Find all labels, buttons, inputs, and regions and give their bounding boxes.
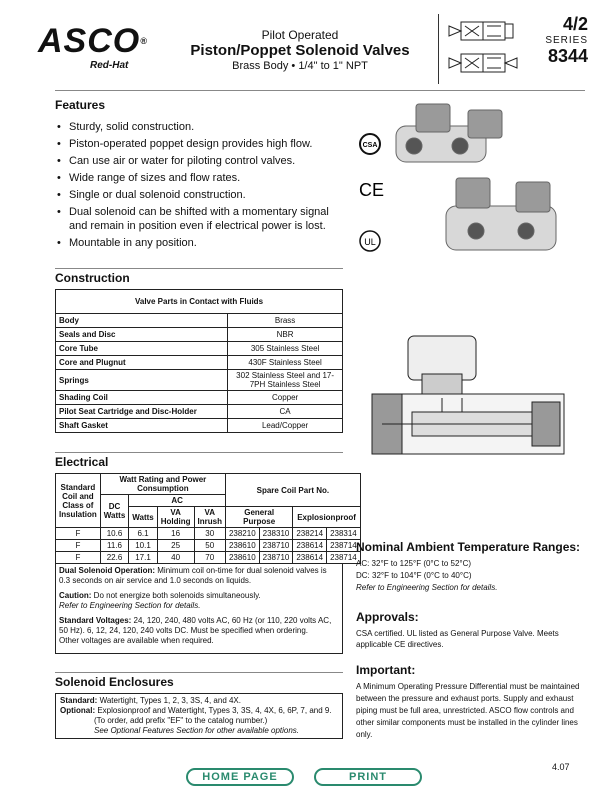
important-section	[356, 663, 581, 741]
table-row: Core Tube 305 Stainless Steel	[56, 342, 343, 356]
ce-mark: CE	[359, 180, 385, 200]
red-hat-label: Red-Hat	[90, 60, 129, 71]
col-header: Standard Coil and Class of Insulation	[56, 474, 101, 528]
ul-mark	[360, 231, 380, 251]
list-item: • Wide range of sizes and flow rates.	[55, 171, 345, 185]
list-item: • Sturdy, solid construction.	[55, 120, 345, 134]
approvals-section	[356, 610, 581, 650]
list-item: • Piston-operated poppet design provides high flow.	[55, 137, 345, 151]
table-row: Pilot Seat Cartridge and Disc-Holder CA	[56, 405, 343, 419]
construction-heading: Construction	[55, 271, 130, 285]
svg-text:CSA: CSA	[362, 142, 378, 149]
valve-photo-upper	[396, 104, 502, 162]
col-header: VA Holding	[157, 507, 194, 528]
table-row: Core and Plugnut 430F Stainless Steel	[56, 356, 343, 370]
table-row: Shading Coil Copper	[56, 391, 343, 405]
page-title: Piston/Poppet Solenoid Valves	[190, 42, 410, 59]
col-header: Explosionproof	[293, 507, 360, 528]
print-button[interactable]: PRINT	[314, 768, 422, 786]
important-heading: Important:	[356, 663, 416, 677]
header-divider	[55, 90, 585, 91]
temp-ac: AC: 32°F to 125°F (0°C to 52°C)	[356, 559, 472, 568]
series-block	[538, 14, 588, 67]
col-header: VA Inrush	[194, 507, 225, 528]
logo-text: ASCO	[38, 22, 141, 60]
table-title: Valve Parts in Contact with Fluids	[56, 290, 343, 314]
electrical-heading: Electrical	[55, 455, 109, 469]
table-row: Seals and Disc NBR	[56, 328, 343, 342]
electrical-notes: Dual Solenoid Operation: Minimum coil on-time for dual solenoid valves is 0.3 seconds on air service and 1.0 seconds on liquids. Caution: Do not energize both solenoids simultaneously. Refer to Engineering Section for details. Standard Voltages: 24, 120, 240, 480 volts AC, 60 Hz (or 110, 220 volts AC, 50 Hz). 6, 12, 24, 120, 240 volts DC. Must be specified when ordering. Other voltages are available when required.	[55, 564, 343, 654]
section-divider	[55, 268, 343, 269]
temps-heading: Nominal Ambient Temperature Ranges:	[356, 540, 581, 554]
asco-logo: ASCO® Red-Hat	[38, 24, 156, 80]
col-header: Watt Rating and Power Consumption	[100, 474, 225, 495]
table-row: F 11.6 10.1 25 50 238610 238710 238614 238714	[56, 540, 361, 552]
enclosures-section	[55, 672, 343, 739]
sectional-drawing	[352, 334, 584, 462]
table-row: Shaft Gasket Lead/Copper	[56, 419, 343, 433]
features-list	[55, 120, 345, 250]
home-page-button[interactable]: HOME PAGE	[186, 768, 294, 786]
title-block	[190, 28, 410, 72]
construction-section	[55, 268, 343, 433]
col-header: DC Watts	[100, 495, 128, 528]
svg-text:UL: UL	[364, 237, 376, 247]
features-heading: Features	[55, 98, 106, 112]
table-row: Springs 302 Stainless Steel and 17-7PH Stainless Steel	[56, 370, 343, 391]
section-divider	[55, 672, 343, 673]
col-header: Spare Coil Part No.	[225, 474, 360, 507]
approvals-heading: Approvals:	[356, 610, 419, 624]
page-number: 4.07	[552, 762, 570, 772]
temperature-section	[356, 540, 581, 594]
series-label: SERIES	[545, 35, 588, 46]
list-item: • Dual solenoid can be shifted with a momentary signal and remain in position even if electrical power is lost.	[55, 205, 345, 233]
important-text: A Minimum Operating Pressure Differential must be maintained between the pressure and exhaust ports. Supply and exhaust piping must be full area, unrestricted. ASCO flow controls and other similar components must be installed in the cylinder lines only.	[356, 682, 580, 739]
table-row: F 10.6 6.1 16 30 238210 238310 238214 238314	[56, 528, 361, 540]
electrical-table	[55, 473, 361, 564]
table-row: F 22.6 17.1 40 70 238610 238710 238614 238714	[56, 552, 361, 564]
col-header: General Purpose	[225, 507, 292, 528]
features-section	[55, 98, 345, 253]
list-item: • Can use air or water for piloting control valves.	[55, 154, 345, 168]
valve-symbol-diagrams	[438, 14, 538, 84]
electrical-section	[55, 452, 357, 654]
construction-table	[55, 289, 343, 433]
product-photo	[356, 96, 582, 258]
col-header: Watts	[129, 507, 157, 528]
table-row: Body Brass	[56, 314, 343, 328]
valve-symbol-dual	[449, 54, 517, 72]
list-item: • Mountable in any position.	[55, 236, 345, 250]
valve-symbol-single	[449, 22, 513, 40]
series-number: 8344	[547, 46, 588, 66]
approvals-text: CSA certified. UL listed as General Purpose Valve. Meets applicable CE directives.	[356, 629, 559, 649]
temp-ref: Refer to Engineering Section for details.	[356, 583, 498, 592]
section-divider	[55, 452, 343, 453]
page-subtitle: Brass Body • 1/4" to 1" NPT	[232, 60, 368, 72]
series-fraction: 4/2	[562, 14, 588, 34]
temp-dc: DC: 32°F to 104°F (0°C to 40°C)	[356, 571, 472, 580]
pre-title: Pilot Operated	[261, 28, 339, 42]
csa-mark	[360, 134, 380, 154]
list-item: • Single or dual solenoid construction.	[55, 188, 345, 202]
enclosures-heading: Solenoid Enclosures	[55, 675, 174, 689]
valve-photo-lower	[446, 178, 556, 250]
enclosures-box: Standard: Watertight, Types 1, 2, 3, 3S, 4, and 4X. Optional: Explosionproof and Watertight, Types 3, 3S, 4, 4X, 6, 6P, 7, and 9. (To order, add prefix "EF" to the catalog number.) See Optional Features Section for other available options.	[55, 693, 343, 739]
col-header: AC	[129, 495, 226, 507]
